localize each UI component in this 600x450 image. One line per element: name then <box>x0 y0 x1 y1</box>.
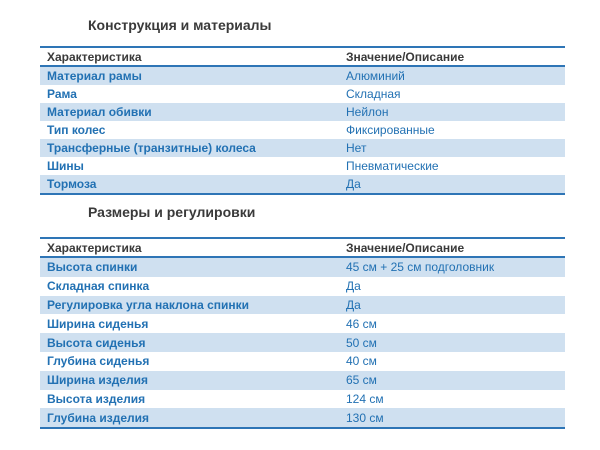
table-row <box>40 277 565 296</box>
construction-materials-table <box>40 46 565 195</box>
feature-cell: Глубина изделия <box>47 410 150 425</box>
value-cell: 124 см <box>346 391 384 406</box>
table-header-row <box>40 237 565 258</box>
column-header-feature: Характеристика <box>47 240 142 255</box>
feature-cell: Тип колес <box>47 123 106 137</box>
value-cell: Нейлон <box>346 105 389 119</box>
column-header-value: Значение/Описание <box>346 240 465 255</box>
feature-cell: Ширина сиденья <box>47 316 149 331</box>
table-row <box>40 67 565 85</box>
value-cell: Да <box>346 297 361 312</box>
table-row <box>40 371 565 390</box>
column-header-value: Значение/Описание <box>346 49 465 64</box>
feature-cell: Материал обивки <box>47 105 152 119</box>
feature-cell: Регулировка угла наклона спинки <box>47 297 250 312</box>
value-cell: Нет <box>346 141 367 155</box>
value-cell: 45 см + 25 см подголовник <box>346 260 495 275</box>
value-cell: 65 см <box>346 373 377 388</box>
feature-cell: Высота изделия <box>47 391 146 406</box>
feature-cell: Материал рамы <box>47 69 142 83</box>
value-cell: Алюминий <box>346 69 405 83</box>
feature-cell: Глубина сиденья <box>47 354 150 369</box>
table-row <box>40 296 565 315</box>
table-row <box>40 103 565 121</box>
value-cell: 130 см <box>346 410 384 425</box>
column-header-feature: Характеристика <box>47 49 142 64</box>
dimensions-adjustments-table <box>40 237 565 429</box>
value-cell: Да <box>346 177 361 191</box>
table-row <box>40 314 565 333</box>
feature-cell: Рама <box>47 87 77 101</box>
table-row <box>40 408 565 427</box>
table-row <box>40 390 565 409</box>
table-row <box>40 139 565 157</box>
section-title-construction: Конструкция и материалы <box>88 17 272 33</box>
table-header-row <box>40 46 565 67</box>
table-row <box>40 333 565 352</box>
feature-cell: Трансферные (транзитные) колеса <box>47 141 256 155</box>
value-cell: Фиксированные <box>346 123 435 137</box>
table-row <box>40 121 565 139</box>
value-cell: 50 см <box>346 335 377 350</box>
table-row <box>40 175 565 193</box>
table-row <box>40 157 565 175</box>
value-cell: 40 см <box>346 354 377 369</box>
table-row <box>40 352 565 371</box>
section-title-dimensions: Размеры и регулировки <box>88 204 256 220</box>
value-cell: Складная <box>346 87 401 101</box>
feature-cell: Высота сиденья <box>47 335 146 350</box>
value-cell: Да <box>346 279 361 294</box>
feature-cell: Тормоза <box>47 177 97 191</box>
feature-cell: Складная спинка <box>47 279 150 294</box>
value-cell: Пневматические <box>346 159 439 173</box>
feature-cell: Ширина изделия <box>47 373 149 388</box>
table-row <box>40 85 565 103</box>
feature-cell: Высота спинки <box>47 260 138 275</box>
feature-cell: Шины <box>47 159 84 173</box>
value-cell: 46 см <box>346 316 377 331</box>
table-row <box>40 258 565 277</box>
